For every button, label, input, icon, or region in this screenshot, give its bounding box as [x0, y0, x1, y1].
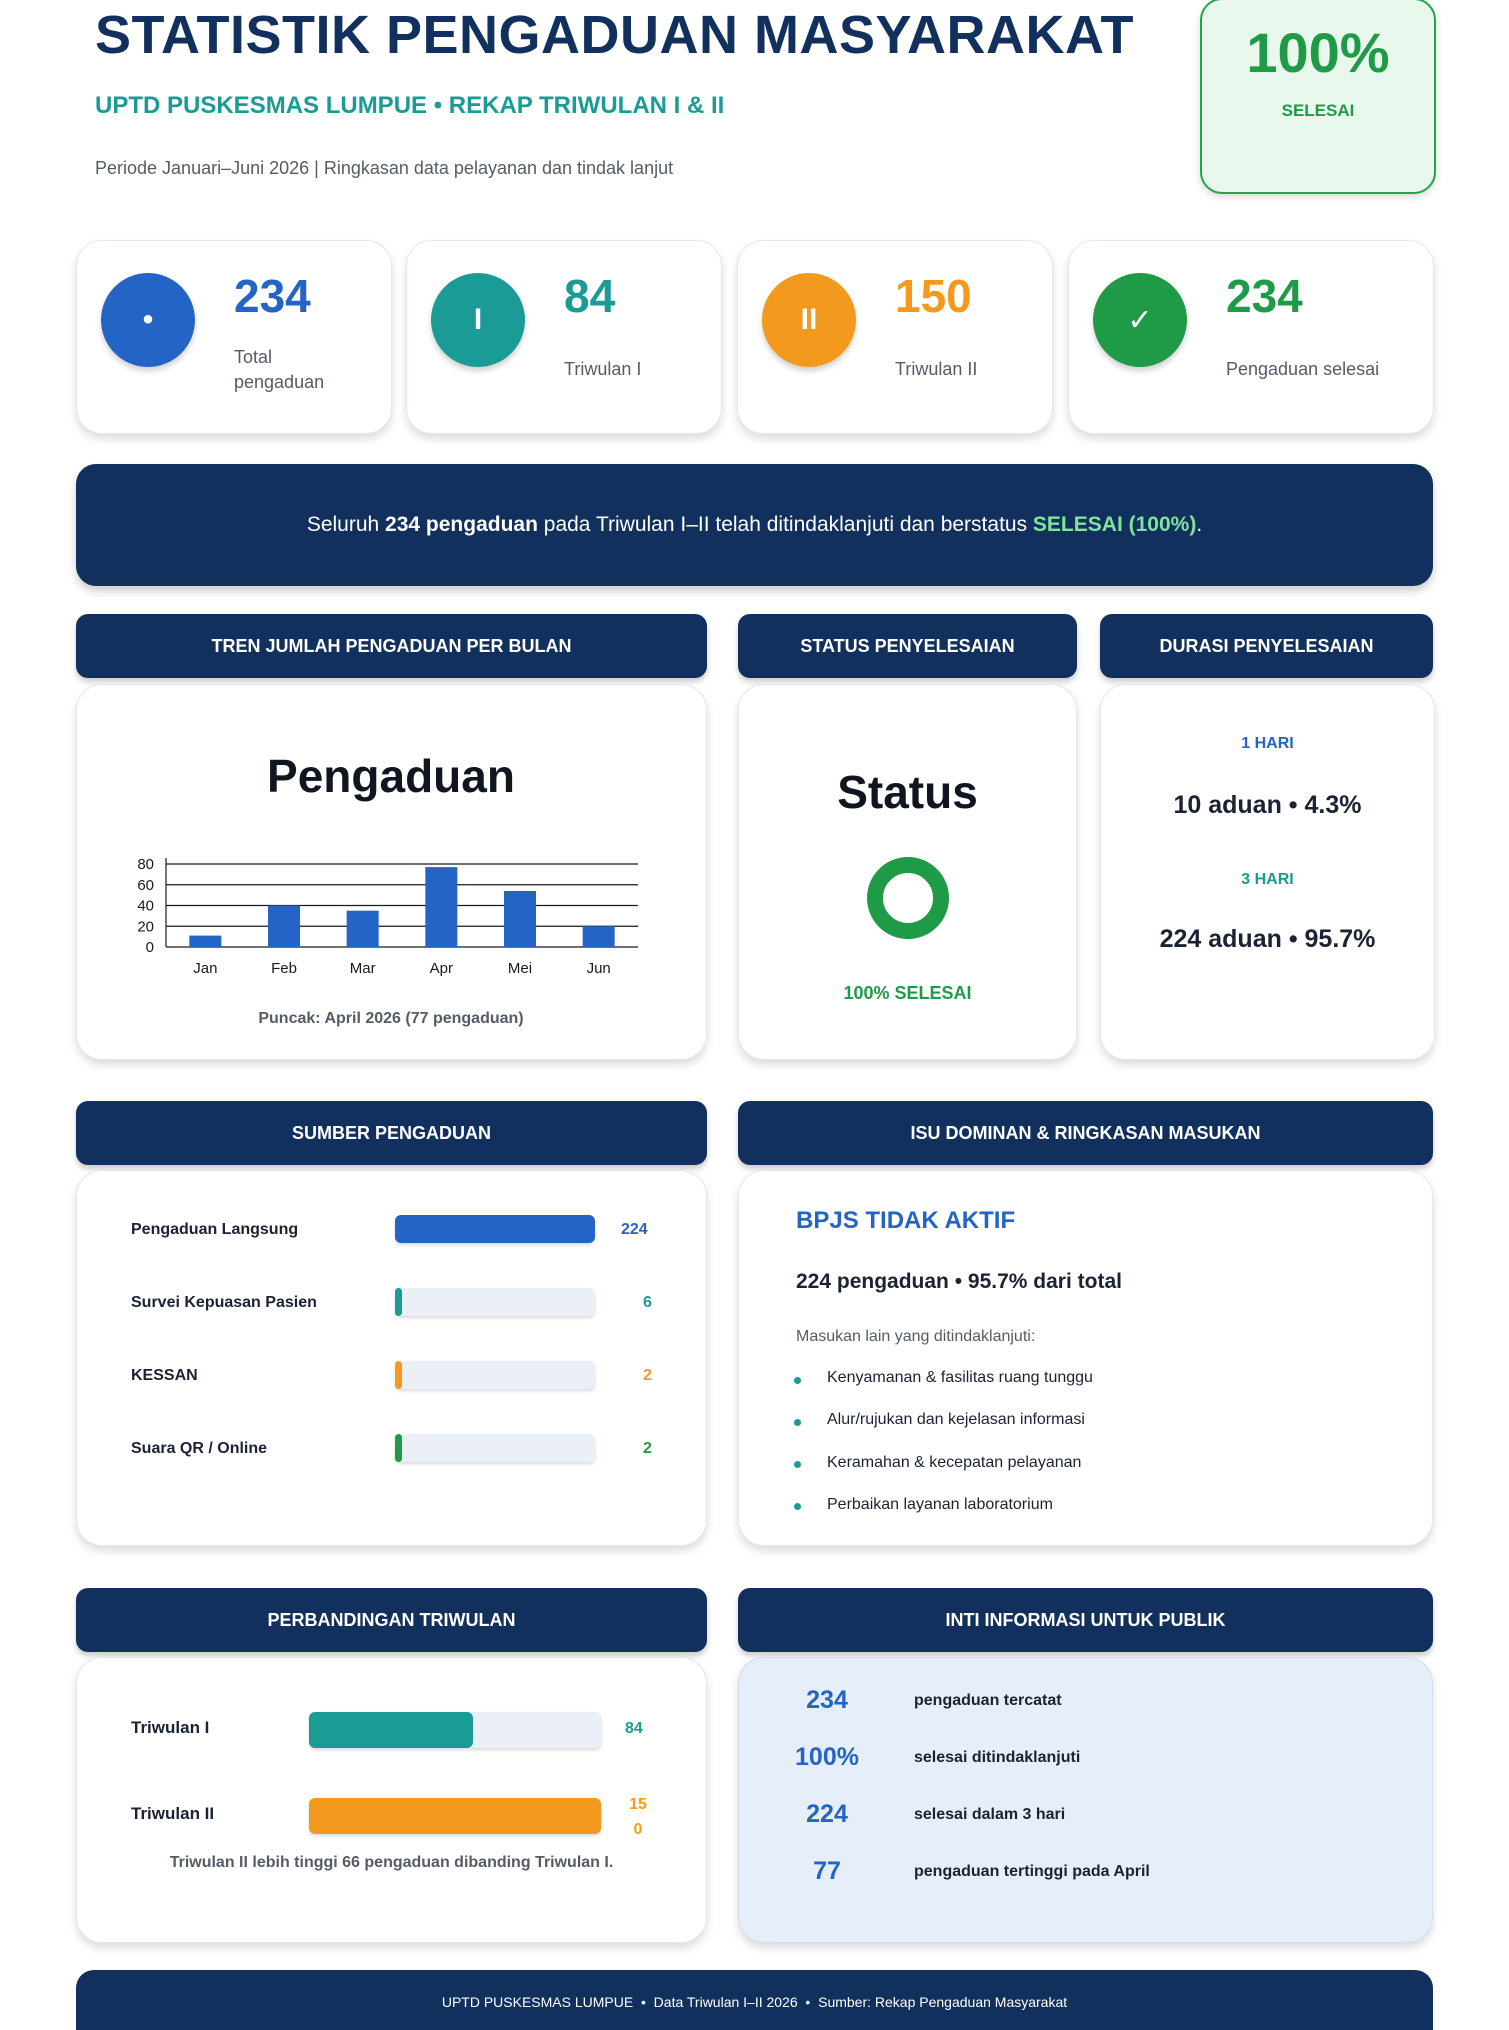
- source-label: Suara QR / Online: [131, 1440, 268, 1457]
- footer-text: UPTD PUSKESMAS LUMPUE • Data Triwulan I–II 2026 • Sumber: Rekap Pengaduan Masyarakat: [441, 1994, 1068, 2010]
- y-tick-label: 20: [137, 918, 154, 936]
- source-value: 6: [643, 1294, 652, 1311]
- chart-bar: [268, 906, 300, 948]
- trend-chart: [77, 685, 706, 1059]
- source-value: 2: [643, 1367, 652, 1384]
- period-text: Periode Januari–Juni 2026 | Ringkasan data pelayanan dan tindak lanjut: [95, 158, 674, 178]
- source-bar-track: [395, 1361, 595, 1389]
- kpi-value: 234: [234, 270, 311, 322]
- kpi-value: 150: [895, 270, 972, 322]
- kpi-label: Triwulan I: [564, 359, 642, 379]
- info-text: pengaduan tertinggi pada April: [914, 1863, 1150, 1880]
- bullet-dot: [794, 1419, 801, 1426]
- roman-one-icon: I: [431, 273, 525, 367]
- duration-value-1: 10 aduan • 4.3%: [1173, 791, 1362, 819]
- issues-card: [738, 1170, 1433, 1546]
- duration-value-2: 224 aduan • 95.7%: [1159, 925, 1376, 953]
- x-tick-label: Feb: [271, 960, 297, 977]
- x-tick-label: Apr: [429, 960, 454, 977]
- x-tick-label: Mar: [349, 960, 376, 977]
- kpi-value: 234: [1226, 270, 1303, 322]
- info-value: 224: [806, 1800, 848, 1828]
- bullet-dot: [794, 1377, 801, 1384]
- compare-bar-track: [309, 1712, 601, 1748]
- completion-label: SELESAI: [1281, 101, 1355, 120]
- x-tick-label: Jun: [586, 960, 611, 977]
- section-header-sources: SUMBER PENGADUAN: [76, 1101, 707, 1165]
- kpi-value: 84: [564, 270, 616, 322]
- source-bar-fill: [395, 1434, 402, 1462]
- y-tick-label: 40: [137, 897, 154, 915]
- x-tick-label: Mei: [507, 960, 533, 977]
- duration-label-1: 1 HARI: [1241, 735, 1294, 752]
- source-label: Survei Kepuasan Pasien: [131, 1294, 317, 1311]
- compare-bar-fill: [309, 1712, 473, 1748]
- section-header-issues: ISU DOMINAN & RINGKASAN MASUKAN: [738, 1101, 1433, 1165]
- chart-bar: [504, 891, 536, 947]
- issue-item: Kenyamanan & fasilitas ruang tunggu: [827, 1369, 1093, 1386]
- chart-bar: [347, 911, 379, 947]
- chart-title: Pengaduan: [267, 750, 515, 802]
- info-value: 100%: [795, 1743, 859, 1771]
- info-text: pengaduan tercatat: [914, 1692, 1062, 1709]
- check-icon: ✓: [1093, 273, 1187, 367]
- kpi-card-tw1: [406, 240, 722, 434]
- issue-stat: 224 pengaduan • 95.7% dari total: [796, 1270, 1122, 1293]
- banner-suffix: .: [1196, 513, 1203, 536]
- compare-card: [76, 1657, 707, 1943]
- source-label: KESSAN: [131, 1367, 198, 1384]
- kpi-card-total: [76, 240, 392, 434]
- x-tick-label: Jan: [193, 960, 218, 977]
- info-value: 77: [813, 1857, 841, 1885]
- issue-item: Alur/rujukan dan kejelasan informasi: [827, 1411, 1085, 1428]
- issue-headline: BPJS TIDAK AKTIF: [796, 1207, 1016, 1234]
- bullet-dot: [794, 1461, 801, 1468]
- chart-bar: [189, 936, 221, 947]
- status-donut: [863, 853, 953, 943]
- completion-percent: 100%: [1246, 21, 1390, 84]
- banner-status: SELESAI (100%): [1032, 513, 1197, 536]
- compare-label: Triwulan I: [131, 1718, 210, 1737]
- issue-item: Keramahan & kecepatan pelayanan: [827, 1454, 1082, 1471]
- source-bar-track: [395, 1434, 595, 1462]
- status-card: [738, 684, 1077, 1060]
- section-header-status: STATUS PENYELESAIAN: [738, 614, 1077, 678]
- kpi-card-done: [1068, 240, 1434, 434]
- banner-bold: 234 pengaduan: [385, 513, 538, 536]
- banner-prefix: Seluruh: [306, 513, 386, 536]
- source-bar-track: [395, 1288, 595, 1316]
- source-bar-fill: [395, 1361, 402, 1389]
- issue-item: Perbaikan layanan laboratorium: [827, 1496, 1053, 1513]
- issue-intro: Masukan lain yang ditindaklanjuti:: [796, 1328, 1036, 1345]
- compare-note: Triwulan II lebih tinggi 66 pengaduan dibanding Triwulan I.: [169, 1854, 614, 1871]
- completion-badge: [1200, 0, 1436, 194]
- source-label: Pengaduan Langsung: [131, 1221, 299, 1238]
- section-header-trend: TREN JUMLAH PENGADUAN PER BULAN: [76, 614, 707, 678]
- sources-card: [76, 1170, 707, 1546]
- compare-label: Triwulan II: [131, 1804, 215, 1823]
- kpi-card-tw2: [737, 240, 1053, 434]
- page-subtitle: UPTD PUSKESMAS LUMPUE • REKAP TRIWULAN I & II: [95, 92, 725, 119]
- y-tick-label: 60: [137, 876, 154, 894]
- footer-bar: [76, 1970, 1433, 2030]
- duration-card: [1100, 684, 1435, 1060]
- y-tick-label: 0: [145, 939, 154, 956]
- source-value: 224: [621, 1221, 648, 1238]
- info-text: selesai ditindaklanjuti: [914, 1749, 1081, 1766]
- section-header-info: INTI INFORMASI UNTUK PUBLIK: [738, 1588, 1433, 1652]
- kpi-label: Total pengaduan: [234, 347, 325, 392]
- section-header-compare: PERBANDINGAN TRIWULAN: [76, 1588, 707, 1652]
- info-text: selesai dalam 3 hari: [914, 1806, 1066, 1823]
- kpi-label: Pengaduan selesai: [1226, 359, 1380, 379]
- kpi-label: Triwulan II: [895, 359, 978, 379]
- compare-value: 15 0: [629, 1796, 647, 1838]
- compare-value: 84: [625, 1720, 643, 1737]
- status-caption: 100% SELESAI: [843, 983, 972, 1003]
- dot-icon: •: [101, 273, 195, 367]
- section-header-duration: DURASI PENYELESAIAN: [1100, 614, 1433, 678]
- status-title: Status: [837, 766, 978, 818]
- info-value: 234: [806, 1686, 848, 1714]
- source-bar-track: [395, 1215, 595, 1243]
- summary-banner: [76, 464, 1433, 586]
- banner-middle: pada Triwulan I–II telah ditindaklanjuti dan berstatus: [537, 513, 1033, 536]
- chart-bar: [425, 867, 457, 947]
- source-bar-fill: [395, 1288, 402, 1316]
- duration-label-2: 3 HARI: [1241, 871, 1294, 888]
- compare-bar-fill: [309, 1798, 601, 1834]
- compare-bar-track: [309, 1798, 601, 1834]
- y-tick-label: 80: [137, 856, 154, 873]
- roman-two-icon: II: [762, 273, 856, 367]
- status-donut-ring: [875, 865, 941, 931]
- page-title: STATISTIK PENGADUAN MASYARAKAT: [95, 5, 1135, 65]
- info-card: [738, 1657, 1433, 1943]
- chart-note: Puncak: April 2026 (77 pengaduan): [258, 1010, 524, 1027]
- chart-bar: [583, 926, 615, 947]
- source-bar-fill: [395, 1215, 595, 1243]
- source-value: 2: [643, 1440, 652, 1457]
- bullet-dot: [794, 1503, 801, 1510]
- trend-chart-card: [76, 684, 707, 1060]
